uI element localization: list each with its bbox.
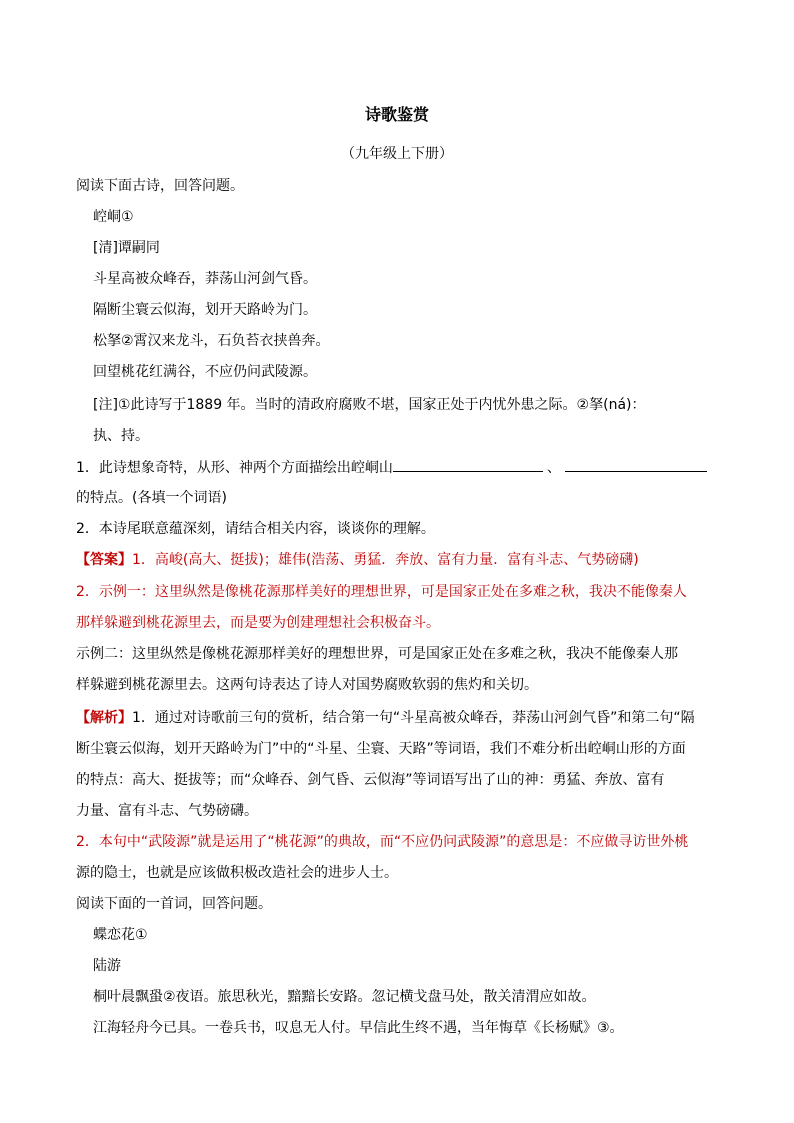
- analysis-text: 1．通过对诗歌前三句的赏析，结合第一句“斗星高被众峰吞，莽荡山河剑气昏”和第二句“隔: [132, 710, 695, 726]
- intro-text: 阅读下面的一首词，回答问题。: [76, 896, 272, 912]
- poem-author: 陆游: [93, 958, 121, 974]
- poem-note-continued: 执、持。: [93, 428, 149, 444]
- poem-line: 松拏②霄汉来龙斗，石负苔衣挟兽奔。: [93, 333, 330, 349]
- poem-line: 桐叶晨飘蛩②夜语。旅思秋光，黯黯长安路。忽记横戈盘马处，散关清渭应如故。: [93, 989, 596, 1005]
- answer-line: 那样躲避到桃花源里去，而是要为创建理想社会积极奋斗。: [76, 615, 440, 631]
- poem-line: 斗星高被众峰吞，莽荡山河剑气昏。: [93, 271, 317, 287]
- analysis-tag: 【解析】: [76, 710, 132, 726]
- analysis-line: 力量、富有斗志、气势磅礴。: [76, 803, 258, 819]
- analysis-line: 的特点：高大、挺拔等；而“众峰吞、剑气昏、云似海”等词语写出了山的神：勇猛、奔放、富有: [76, 772, 665, 788]
- analysis-line: 2．本句中“武陵源”就是运用了“桃花源”的典故，而“不应仍问武陵源”的意思是：不应做寻访世外桃: [76, 834, 689, 850]
- blank-separator: 、: [546, 460, 561, 476]
- poem-line: 江海轻舟今已具。一卷兵书，叹息无人付。早信此生终不遇，当年悔草《长杨赋》③。: [93, 1020, 624, 1036]
- analysis-line: 断尘寰云似海，划开天路岭为门”中的“斗星、尘寰、天路”等词语，我们不难分析出崆峒山形的方面: [76, 741, 686, 757]
- page-title: 诗歌鉴赏: [364, 105, 429, 124]
- analysis-line: 源的隐士，也就是应该做积极改造社会的进步人士。: [76, 865, 398, 881]
- poem-title: 崆峒①: [93, 209, 134, 225]
- poem-line: 回望桃花红满谷，不应仍问武陵源。: [93, 364, 317, 380]
- poem-note: [注]①此诗写于1889 年。当时的清政府腐败不堪，国家正处于内忧外患之际。②拏(ná)：: [93, 397, 646, 413]
- answer-text: 1．高峻(高大、挺拔)；雄伟(浩荡、勇猛．奔放、富有力量．富有斗志、气势磅礴): [132, 552, 639, 568]
- answer-blank-spirit[interactable]: [565, 457, 707, 472]
- answer-line: 样躲避到桃花源里去。这两句诗表达了诗人对国势腐败软弱的焦灼和关切。: [76, 677, 538, 693]
- intro-text: 阅读下面古诗，回答问题。: [76, 178, 244, 194]
- question-1-text: 1．此诗想象奇特，从形、神两个方面描绘出崆峒山: [76, 460, 393, 476]
- answer-tag: 【答案】: [76, 552, 132, 568]
- answer-line: 示例二：这里纵然是像桃花源那样美好的理想世界，可是国家正处在多难之秋，我决不能像秦人那: [76, 646, 678, 662]
- question-1-continued: 的特点。(各填一个词语): [76, 490, 227, 506]
- answer-line: 2．示例一：这里纵然是像桃花源那样美好的理想世界，可是国家正处在多难之秋，我决不能像秦人: [76, 584, 687, 600]
- poem-author: [清]谭嗣同: [93, 240, 160, 256]
- poem-line: 隔断尘寰云似海，划开天路岭为门。: [93, 302, 317, 318]
- analysis-line: [76, 708, 695, 728]
- question-1: [76, 457, 707, 478]
- page-subtitle: （九年级上下册）: [341, 146, 453, 162]
- answer-blank-form[interactable]: [393, 457, 543, 472]
- question-2: 2．本诗尾联意蕴深刻，请结合相关内容，谈谈你的理解。: [76, 521, 435, 537]
- answer-line: [76, 550, 639, 570]
- poem-title: 蝶恋花①: [93, 927, 148, 943]
